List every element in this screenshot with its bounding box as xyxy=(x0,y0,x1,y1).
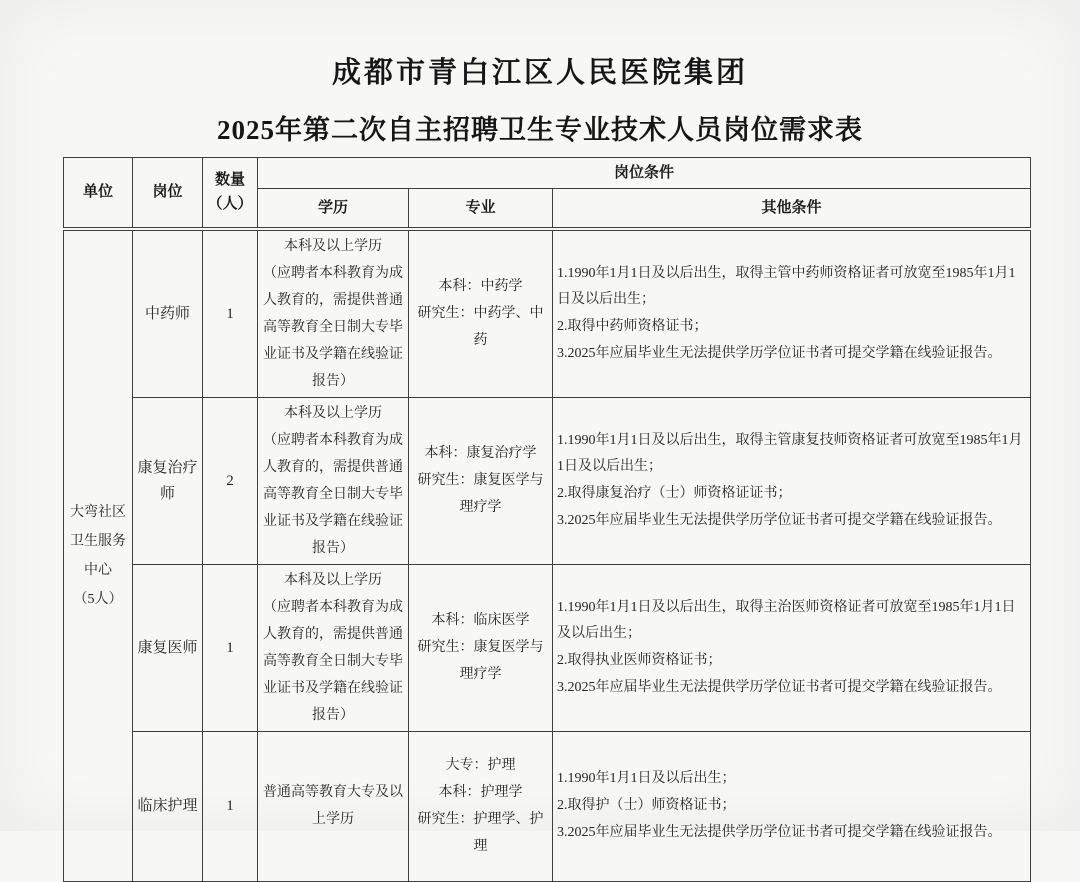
header-quantity xyxy=(203,158,258,229)
major-line: 研究生：中药学、中药 xyxy=(417,306,544,348)
table-header xyxy=(64,158,1031,229)
header-quantity-line1: 数量 xyxy=(214,172,245,189)
unit-count: （5人） xyxy=(73,591,123,607)
education-line: （应聘者本科教育为成人教育的，需提供普通高等教育全日制大专毕业证书及学籍在线验证报告） xyxy=(263,599,403,723)
table-row xyxy=(64,731,1031,881)
header-unit: 单位 xyxy=(64,158,133,229)
quantity-cell: 1 xyxy=(203,564,258,731)
major-line: 大专：护理 xyxy=(445,758,516,773)
education-line: 本科及以上学历 xyxy=(284,572,382,588)
document-title: 成都市青白江区人民医院集团 xyxy=(331,57,748,89)
major-line: 研究生：康复医学与理疗学 xyxy=(417,640,544,682)
position-cell: 康复治疗师 xyxy=(133,397,203,564)
condition-item: 1.1990年1月1日及以后出生，取得主管康复技师资格证者可放宽至1985年1月1日及以后出生； xyxy=(557,432,1023,474)
quantity-cell: 1 xyxy=(203,731,258,881)
condition-item: 2.取得中药师资格证书； xyxy=(557,318,708,334)
header-row-top xyxy=(64,158,1031,189)
other-conditions-cell xyxy=(553,564,1031,731)
other-conditions-cell xyxy=(553,229,1031,398)
education-line: 普通高等教育大专及以上学历 xyxy=(263,785,403,827)
condition-item: 2.取得康复治疗（士）师资格证证书； xyxy=(557,485,792,501)
education-line: 本科及以上学历 xyxy=(284,238,382,254)
education-cell xyxy=(258,229,409,398)
document-subtitle: 2025年第二次自主招聘卫生专业技术人员岗位需求表 xyxy=(217,115,863,145)
major-line: 本科：康复治疗学 xyxy=(424,446,537,461)
education-line: 本科及以上学历 xyxy=(284,405,382,421)
education-cell xyxy=(258,397,409,564)
position-cell: 临床护理 xyxy=(133,731,203,881)
table-row xyxy=(64,397,1031,564)
major-cell xyxy=(409,731,553,881)
major-cell xyxy=(409,564,553,731)
header-position: 岗位 xyxy=(133,158,203,229)
major-line: 本科：护理学 xyxy=(438,785,523,800)
header-conditions-group: 岗位条件 xyxy=(258,158,1031,189)
recruitment-table xyxy=(63,157,1031,882)
header-major: 专业 xyxy=(409,189,553,229)
table-row xyxy=(64,564,1031,731)
major-line: 研究生：康复医学与理疗学 xyxy=(417,473,544,515)
header-other: 其他条件 xyxy=(553,189,1031,229)
table-row xyxy=(64,229,1031,398)
education-line: （应聘者本科教育为成人教育的，需提供普通高等教育全日制大专毕业证书及学籍在线验证报告） xyxy=(263,265,403,389)
quantity-cell: 2 xyxy=(203,397,258,564)
education-cell xyxy=(258,731,409,881)
condition-item: 3.2025年应届毕业生无法提供学历学位证书者可提交学籍在线验证报告。 xyxy=(557,512,1002,528)
unit-cell xyxy=(64,229,133,882)
other-conditions-cell xyxy=(553,731,1031,881)
condition-item: 1.1990年1月1日及以后出生； xyxy=(557,771,736,786)
quantity-cell: 1 xyxy=(203,229,258,398)
unit-name: 大弯社区卫生服务中心 xyxy=(70,504,126,578)
major-line: 研究生：护理学、护理 xyxy=(417,812,544,854)
condition-item: 3.2025年应届毕业生无法提供学历学位证书者可提交学籍在线验证报告。 xyxy=(557,345,1002,361)
condition-item: 3.2025年应届毕业生无法提供学历学位证书者可提交学籍在线验证报告。 xyxy=(557,679,1002,695)
condition-item: 1.1990年1月1日及以后出生，取得主治医师资格证者可放宽至1985年1月1日及以后出生； xyxy=(557,599,1016,641)
condition-item: 1.1990年1月1日及以后出生，取得主管中药师资格证者可放宽至1985年1月1日及以后出生； xyxy=(557,265,1016,307)
major-cell xyxy=(409,229,553,398)
education-line: （应聘者本科教育为成人教育的，需提供普通高等教育全日制大专毕业证书及学籍在线验证报告） xyxy=(263,432,403,556)
position-cell: 中药师 xyxy=(133,229,203,398)
header-quantity-line2: （人） xyxy=(207,196,253,213)
position-cell: 康复医师 xyxy=(133,564,203,731)
table-body xyxy=(64,229,1031,882)
condition-item: 2.取得护（士）师资格证书； xyxy=(557,798,736,813)
condition-item: 2.取得执业医师资格证书； xyxy=(557,652,722,668)
major-line: 本科：临床医学 xyxy=(431,613,530,628)
other-conditions-cell xyxy=(553,397,1031,564)
major-line: 本科：中药学 xyxy=(438,279,523,294)
header-education: 学历 xyxy=(258,189,409,229)
education-cell xyxy=(258,564,409,731)
major-cell xyxy=(409,397,553,564)
condition-item: 3.2025年应届毕业生无法提供学历学位证书者可提交学籍在线验证报告。 xyxy=(557,825,1002,840)
